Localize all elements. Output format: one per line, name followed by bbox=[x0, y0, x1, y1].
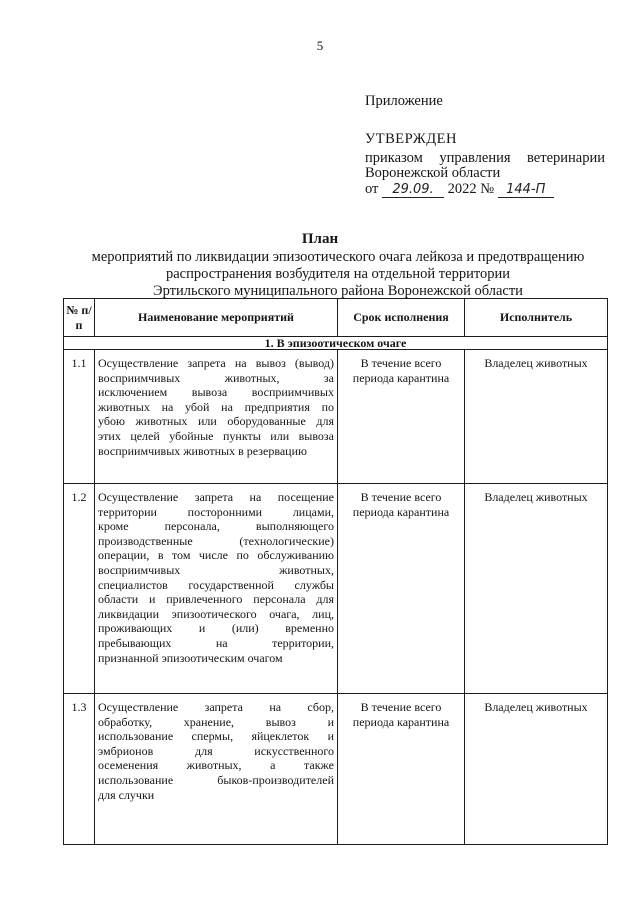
row-term bbox=[338, 350, 465, 484]
description-line: производственные (технологические) bbox=[98, 533, 334, 548]
description-line: Осуществление запрета на сбор, bbox=[98, 700, 334, 714]
section-title: 1. В эпизоотическом очаге bbox=[64, 337, 608, 350]
handwritten-date: 29.09. bbox=[382, 182, 444, 198]
year-text: 2022 № bbox=[447, 181, 495, 197]
description-line: пребывающих на территории, bbox=[98, 635, 334, 650]
description-line: восприимчивых животных в резервацию bbox=[98, 443, 307, 458]
row-description bbox=[95, 350, 338, 484]
page-number: 5 bbox=[316, 38, 324, 53]
description-line: этих целей убойные пункты или вывоза bbox=[98, 428, 334, 443]
handwritten-order-number: 144-П bbox=[498, 182, 554, 198]
header-num: № п/п bbox=[64, 299, 95, 337]
description-line: для случки bbox=[98, 787, 155, 802]
row-executor: Владелец животных bbox=[465, 484, 608, 694]
table-row bbox=[64, 694, 608, 845]
term-line: периода карантина bbox=[352, 371, 450, 385]
row-description bbox=[95, 484, 338, 694]
approved-label: УТВЕРЖДЕН bbox=[365, 131, 457, 147]
row-term bbox=[338, 484, 465, 694]
description-line: убою животных или оборудованные для bbox=[98, 414, 334, 429]
plan-table bbox=[63, 298, 608, 845]
term-line: периода карантина bbox=[352, 715, 450, 729]
row-description bbox=[95, 694, 338, 845]
row-executor: Владелец животных bbox=[465, 350, 608, 484]
appendix-label: Приложение bbox=[365, 93, 443, 109]
document-title: План bbox=[301, 231, 339, 247]
subtitle-line: Эртильского муниципального района Воронежской области bbox=[153, 283, 523, 299]
description-line: территории посторонними лицами, bbox=[98, 504, 334, 519]
description-line: животных на убой на предприятия по bbox=[98, 399, 334, 414]
order-line-2: Воронежской области bbox=[365, 165, 501, 181]
description-line: проживающих и (или) временно bbox=[98, 621, 334, 636]
description-line: исключением вывоза восприимчивых bbox=[98, 385, 334, 400]
header-term: Срок исполнения bbox=[338, 299, 465, 337]
table-row bbox=[64, 350, 608, 484]
description-line: осеменения животных, а также bbox=[98, 758, 334, 773]
term-line: В течение всего bbox=[360, 356, 442, 370]
description-line: эмбрионов для искусственного bbox=[98, 743, 334, 758]
table-row bbox=[64, 484, 608, 694]
description-line: восприимчивых животных, за bbox=[98, 370, 334, 385]
section-row bbox=[64, 337, 608, 350]
description-line: области и привлеченного персонала для bbox=[98, 592, 334, 607]
order-date-line bbox=[365, 181, 554, 198]
header-executor: Исполнитель bbox=[465, 299, 608, 337]
description-line: использование спермы, яйцеклеток и bbox=[98, 729, 334, 744]
description-line: признанной эпизоотическим очагом bbox=[98, 650, 283, 665]
description-line: операции, в том числе по обслуживанию bbox=[98, 548, 334, 563]
header-name: Наименование мероприятий bbox=[95, 299, 338, 337]
row-term bbox=[338, 694, 465, 845]
row-executor: Владелец животных bbox=[465, 694, 608, 845]
description-line: использование быков-производителей bbox=[98, 772, 334, 787]
order-line-1: приказом управления ветеринарии bbox=[365, 150, 605, 166]
description-line: ликвидации эпизоотического очага, лиц, bbox=[98, 606, 334, 621]
description-line: кроме персонала, выполняющего bbox=[98, 519, 334, 534]
description-line: Осуществление запрета на посещение bbox=[98, 490, 334, 504]
row-number: 1.1 bbox=[64, 350, 95, 484]
term-line: В течение всего bbox=[360, 700, 442, 714]
row-number: 1.3 bbox=[64, 694, 95, 845]
description-line: специалистов государственной службы bbox=[98, 577, 334, 592]
description-line: восприимчивых животных, bbox=[98, 562, 334, 577]
description-line: Осуществление запрета на вывоз (вывод) bbox=[98, 356, 334, 370]
description-line: обработку, хранение, вывоз и bbox=[98, 714, 334, 729]
row-number: 1.2 bbox=[64, 484, 95, 694]
document-subtitle bbox=[78, 249, 598, 300]
term-line: периода карантина bbox=[352, 505, 450, 519]
subtitle-line: мероприятий по ликвидации эпизоотического очага лейкоза и предотвращению bbox=[91, 249, 585, 265]
subtitle-line: распространения возбудителя на отдельной территории bbox=[166, 266, 510, 282]
table-header-row bbox=[64, 299, 608, 337]
term-line: В течение всего bbox=[360, 490, 442, 504]
date-prefix: от bbox=[365, 181, 379, 197]
